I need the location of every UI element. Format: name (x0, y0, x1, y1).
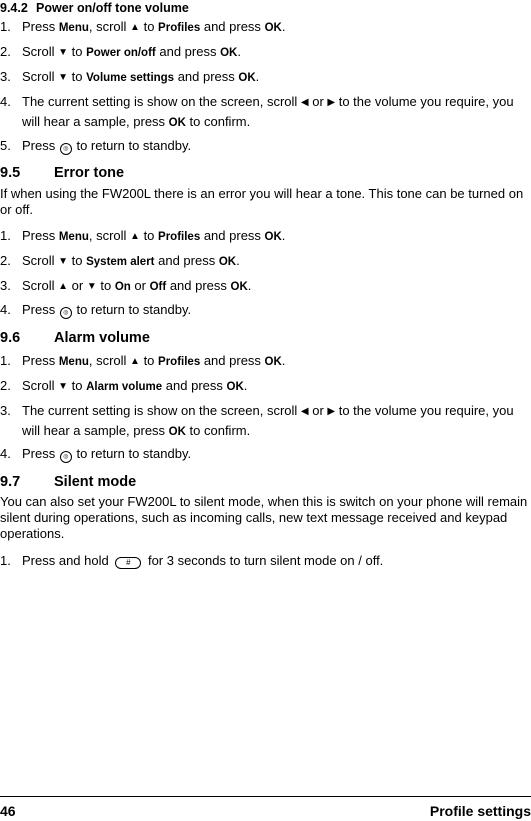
down-arrow-icon: ▼ (58, 72, 69, 83)
up-arrow-icon: ▲ (130, 231, 140, 242)
left-arrow-icon: ◀ (300, 97, 309, 108)
step-9-5-2: 2. Scroll ▼ to System alert and press OK. (0, 251, 530, 272)
step-9-4-2-3: 3. Scroll ▼ to Volume settings and press OK. (0, 67, 530, 88)
right-arrow-icon: ▶ (327, 406, 336, 417)
step-9-5-1: 1. Press Menu, scroll ▲ to Profiles and press OK. (0, 226, 530, 247)
heading-9-6: 9.6 Alarm volume (0, 330, 150, 346)
up-arrow-icon: ▲ (58, 281, 69, 292)
hash-key-icon: # (115, 557, 141, 569)
step-9-4-2-1: 1. Press Menu, scroll ▲ to Profiles and press OK. (0, 17, 530, 38)
step-9-6-4: 4. Press ◎ to return to standby. (0, 446, 192, 461)
step-9-6-3: 3. The current setting is show on the screen, scroll ◀ or ▶ to the volume you require, you will hear a sample, press OK to confirm. (0, 403, 514, 438)
right-arrow-icon: ▶ (327, 97, 336, 108)
down-arrow-icon: ▼ (58, 256, 69, 267)
footer-section-title: Profile settings (429, 803, 531, 819)
heading-9-5: 9.5 Error tone (0, 165, 125, 181)
heading-9-4-2: 9.4.2 Power on/off tone volume (0, 1, 189, 15)
paragraph-silent-mode: You can also set your FW200L to silent mode, when this is switch on your phone will remain silent during operations, such as incoming calls, new text message received and keypad operations. (0, 494, 528, 541)
step-9-7-1: 1. Press and hold # for 3 seconds to turn silent mode on / off. (0, 553, 384, 568)
down-arrow-icon: ▼ (58, 381, 69, 392)
footer-divider (0, 796, 531, 797)
end-key-icon: ◎ (60, 143, 72, 155)
end-key-icon: ◎ (60, 451, 72, 463)
step-9-4-2-4: 4. The current setting is show on the screen, scroll ◀ or ▶ to the volume you require, you will hear a sample, press OK to confirm. (0, 94, 514, 129)
page-number: 46 (0, 803, 16, 819)
step-9-4-2-2: 2. Scroll ▼ to Power on/off and press OK. (0, 42, 530, 63)
step-9-6-1: 1. Press Menu, scroll ▲ to Profiles and press OK. (0, 351, 530, 372)
down-arrow-icon: ▼ (58, 47, 69, 58)
up-arrow-icon: ▲ (130, 22, 140, 33)
step-9-4-2-5: 5. Press ◎ to return to standby. (0, 138, 192, 153)
step-9-5-4: 4. Press ◎ to return to standby. (0, 302, 192, 317)
end-key-icon: ◎ (60, 307, 72, 319)
step-9-5-3: 3. Scroll ▲ or ▼ to On or Off and press OK. (0, 276, 530, 297)
up-arrow-icon: ▲ (130, 356, 140, 367)
left-arrow-icon: ◀ (300, 406, 309, 417)
step-9-6-2: 2. Scroll ▼ to Alarm volume and press OK. (0, 376, 530, 397)
heading-9-7: 9.7 Silent mode (0, 474, 137, 490)
down-arrow-icon: ▼ (86, 281, 97, 292)
paragraph-error-tone: If when using the FW200L there is an error you will hear a tone. This tone can be turned on or off. (0, 186, 524, 217)
